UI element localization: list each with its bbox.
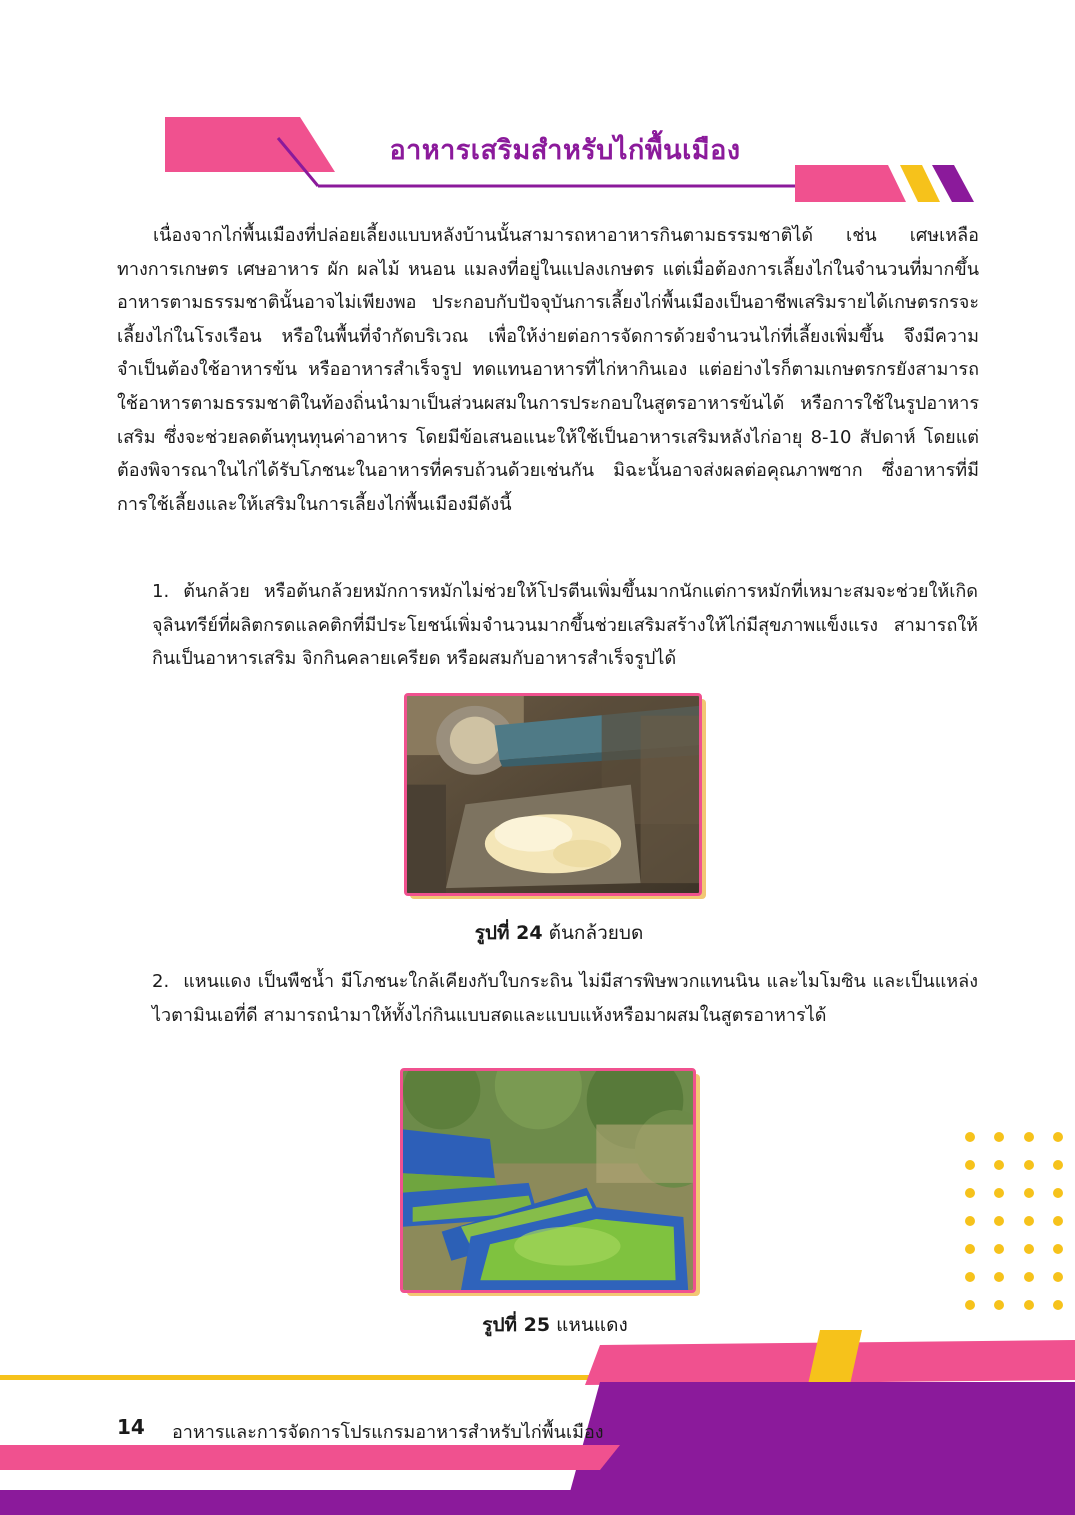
figure-24-caption [404, 918, 714, 948]
list-item-number: 1. [152, 581, 170, 602]
figure-caption-text: ต้นกล้วยบด [548, 922, 644, 944]
intro-paragraph: เนื่องจากไก่พื้นเมืองที่ปล่อยเลี้ยงแบบหลังบ้านนั้นสามารถหาอาหารกินตามธรรมชาติได้ เช่น เศษเหลือทางการเกษตร เศษอาหาร ผัก ผลไม้ หนอน แมลงที่อยู่ในแปลงเกษตร แต่เมื่อต้องการเลี้ยงไก่ในจำนวนที่มากขึ้นอาหารตามธรรมชาตินั้นอาจไม่เพียงพอ ประกอบกับปัจจุบันการเลี้ยงไก่พื้นเมืองเป็นอาชีพเสริมรายได้เกษตรกรจะเลี้ยงไก่ในโรงเรือน หรือในพื้นที่จำกัดบริเวณ เพื่อให้ง่ายต่อการจัดการด้วยจำนวนไก่ที่เลี้ยงเพิ่มขึ้น จึงมีความจำเป็นต้องใช้อาหารข้น หรืออาหารสำเร็จรูป ทดแทนอาหารที่ไก่หากินเอง แต่อย่างไรก็ตามเกษตรกรยังสามารถใช้อาหารตามธรรมชาติในท้องถิ่นนำมาเป็นส่วนผสมในการประกอบในสูตรอาหารข้นได้ หรือการใช้ในรูปอาหารเสริม ซึ่งจะช่วยลดต้นทุนทุนค่าอาหาร โดยมีข้อเสนอแนะให้ใช้เป็นอาหารเสริมหลังไก่อายุ 8-10 สัปดาห์ โดยแต่ต้องพิจารณาในไก่ได้รับโภชนะในอาหารที่ครบถ้วนด้วยเช่นกัน มิฉะนั้นอาจส่งผลต่อคุณภาพซาก ซึ่งอาหารที่มีการใช้เลี้ยงและให้เสริมในการเลี้ยงไก่พื้นเมืองมีดังนี้ [117, 225, 979, 515]
list-item-banana-stem [152, 575, 978, 676]
page-title: อาหารเสริมสำหรับไก่พื้นเมือง [389, 135, 741, 166]
list-item-text: แหนแดง เป็นพืชน้ำ มีโภชนะใกล้เคียงกับใบกระถิน ไม่มีสารพิษพวกแทนนิน และไมโมซิน และเป็นแหล่งไวตามินเอที่ดี สามารถนำมาให้ทั้งไก่กินแบบสดและแบบแห้งหรือมาผสมในสูตรอาหารได้ [152, 971, 978, 1026]
list-item-number: 2. [152, 971, 170, 992]
figure-caption-text: แหนแดง [556, 1314, 628, 1336]
footer-book-title: อาหารและการจัดการโปรแกรมอาหารสำหรับไก่พื้นเมือง [172, 1422, 604, 1443]
list-item-azolla [152, 965, 978, 1032]
figure-label: รูปที่ 25 [482, 1314, 551, 1336]
figure-banana-grinder-photo [404, 693, 702, 896]
figure-azolla-ponds-photo [400, 1068, 696, 1293]
figure-label: รูปที่ 24 [474, 922, 543, 944]
page-number: 14 [117, 1415, 145, 1439]
header-decoration [0, 0, 1075, 210]
list-item-text: ต้นกล้วย หรือต้นกล้วยหมักการหมักไม่ช่วยให้โปรตีนเพิ่มขึ้นมากนักแต่การหมักที่เหมาะสมจะช่วยให้เกิดจุลินทรีย์ที่ผลิตกรดแลคติกที่มีประโยชน์เพิ่มจำนวนมากขึ้นช่วยเสริมสร้างให้ไก่มีสุขภาพแข็งแรง สามารถให้กินเป็นอาหารเสริม จิกกินคลายเครียด หรือผสมกับอาหารสำเร็จรูปได้ [152, 581, 978, 670]
